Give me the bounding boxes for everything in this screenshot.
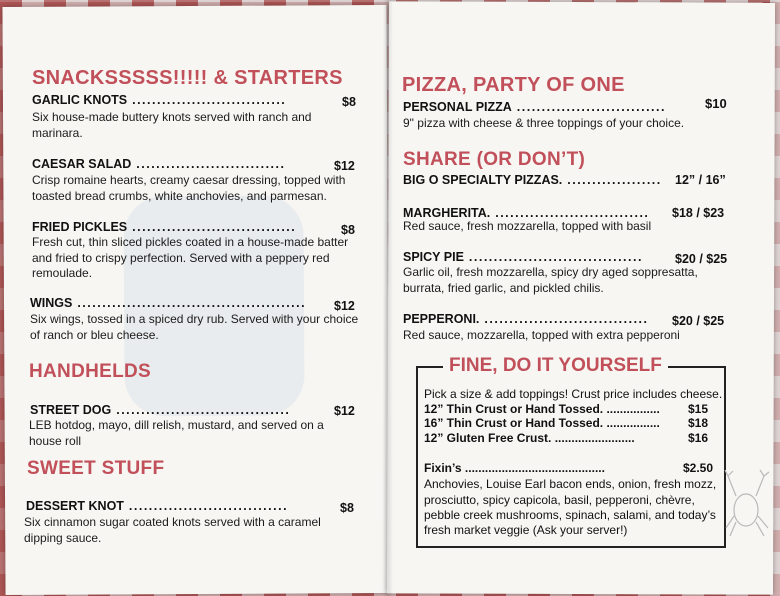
item-price-dessert-knot: $8 (340, 501, 354, 515)
crust-option: 12” Thin Crust or Hand Tossed. ................ (424, 402, 660, 416)
crust-price: $16 (688, 431, 709, 445)
item-title-caesar-salad: CAESAR SALAD .............................. (32, 157, 286, 171)
crust-option: 16” Thin Crust or Hand Tossed. ................ (424, 416, 660, 430)
item-description-fried-pickles: Fresh cut, thin sliced pickles coated in a house-made batter and fried to crispy perfection. Served with a peppery red remoulade. (32, 235, 349, 280)
section-heading-sweet-stuff: SWEET STUFF (27, 458, 165, 479)
item-price-specialty-sizes: 12” / 16” (675, 173, 726, 187)
item-title-fried-pickles: FRIED PICKLES ................................. (32, 220, 297, 234)
crust-option: 12” Gluten Free Crust. ........................ (424, 431, 635, 445)
item-title-wings: WINGS .............................................. (30, 296, 307, 310)
item-price-street-dog: $12 (334, 404, 355, 418)
item-price-margherita: $18 / $23 (672, 206, 725, 220)
item-description-wings: Six wings, tossed in a spiced dry rub. Served with your choice of ranch or bleu cheese. (30, 312, 359, 342)
fixins-line: prosciutto, spicy capicola, basil, pepperoni, chèvre, (424, 493, 695, 507)
fixins-line: Anchovies, Louise Earl bacon ends, onion, fresh mozz, (424, 477, 717, 491)
fixins-line: pebble creek mushrooms, spinach, salami, and today’s (424, 508, 716, 522)
item-title-spicy-pie: SPICY PIE ................................... (403, 250, 643, 264)
item-description-caesar-salad: Crisp romaine hearts, creamy caesar dressing, topped with toasted bread crumbs, white anchovies, and parmesan. (32, 173, 346, 203)
item-description-spicy-pie: Garlic oil, fresh mozzarella, spicy dry aged soppresatta, burrata, fried garlic, and pickled chilis. (403, 265, 698, 295)
fixins-line: fresh market veggie (Ask your server!) (424, 523, 628, 537)
section-heading-snacks: SNACKSSSSS!!!!! & STARTERS (32, 67, 343, 89)
item-description-garlic-knots: Six house-made buttery knots served with ranch and marinara. (32, 110, 312, 140)
item-description-pepperoni: Red sauce, mozzarella, topped with extra pepperoni (403, 328, 680, 342)
item-title-personal-pizza: PERSONAL PIZZA .............................. (403, 100, 666, 114)
menu-fold (383, 0, 393, 596)
item-price-spicy-pie: $20 / $25 (675, 252, 728, 266)
item-price-fried-pickles: $8 (341, 223, 355, 237)
item-description-personal-pizza: 9" pizza with cheese & three toppings of your choice. (403, 116, 685, 130)
item-description-margherita: Red sauce, fresh mozzarella, topped with basil (403, 219, 652, 233)
diy-intro: Pick a size & add toppings! Crust price includes cheese. (424, 387, 723, 401)
fixins-label: Fixin’s .......................................... (424, 461, 605, 475)
item-title-pepperoni: PEPPERONI. ................................. (403, 312, 649, 326)
item-price-personal-pizza: $10 (705, 96, 727, 111)
crust-price: $15 (688, 402, 709, 416)
item-title-specialty-pizzas: BIG O SPECIALTY PIZZAS. ................... (403, 173, 662, 187)
item-title-margherita: MARGHERITA. ............................... (403, 206, 650, 220)
item-title-dessert-knot: DESSERT KNOT ................................ (26, 499, 289, 513)
fixins-price: $2.50 (683, 461, 714, 475)
item-title-street-dog: STREET DOG ................................... (30, 403, 291, 417)
section-heading-handhelds: HANDHELDS (29, 361, 151, 382)
crab-sketch-icon (724, 466, 770, 540)
item-description-dessert-knot: Six cinnamon sugar coated knots served with a caramel dipping sauce. (24, 515, 321, 545)
item-price-caesar-salad: $12 (334, 159, 355, 173)
item-price-wings: $12 (334, 299, 355, 313)
section-heading-diy: FINE, DO IT YOURSELF (443, 355, 668, 377)
item-description-street-dog: LEB hotdog, mayo, dill relish, mustard, and served on a house roll (29, 418, 324, 448)
item-price-pepperoni: $20 / $25 (672, 314, 725, 328)
section-heading-pizza-party: PIZZA, PARTY OF ONE (402, 74, 625, 96)
crust-price: $18 (688, 416, 709, 430)
section-heading-share: SHARE (OR DON’T) (403, 149, 586, 170)
item-title-garlic-knots: GARLIC KNOTS ............................... (32, 93, 287, 107)
item-price-garlic-knots: $8 (342, 95, 356, 109)
